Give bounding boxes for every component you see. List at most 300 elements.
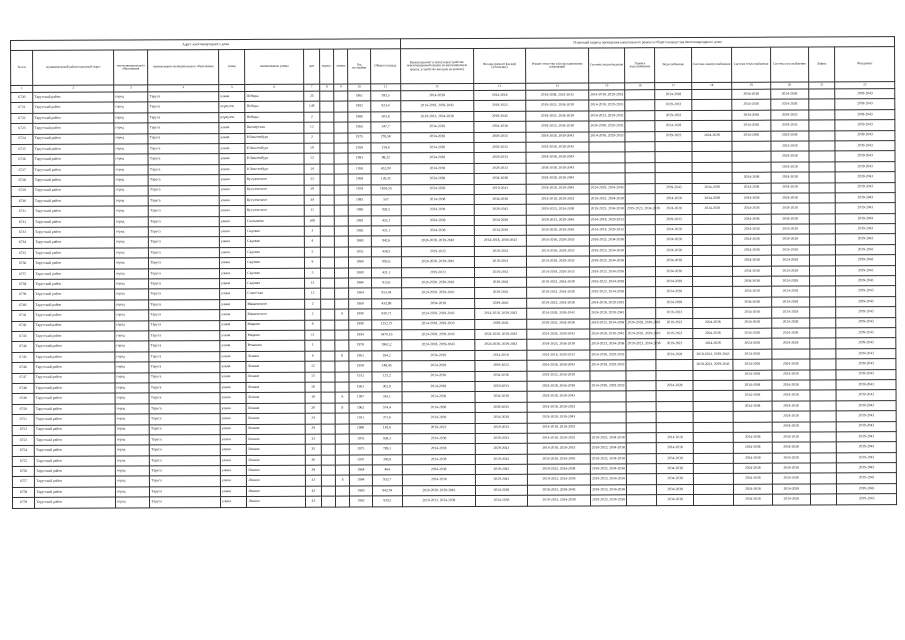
table-cell: 2024-2028 (656, 204, 692, 215)
table-cell: 2034-2038, 2039-2043 (526, 163, 589, 174)
table-cell: 1960 (349, 423, 371, 433)
table-cell (334, 174, 348, 184)
table-cell (626, 246, 656, 257)
table-cell: 2014-2018, 2029-2033 (527, 443, 590, 454)
table-cell: 2024-2028, 2039-2043 (474, 329, 527, 340)
table-cell: Таруса (148, 144, 219, 155)
table-cell: 2024-2028, 2034-2038 (527, 381, 590, 392)
table-cell: 2019-2023, 2034-2038 (526, 204, 589, 215)
table-cell: 2014-2038 (402, 371, 475, 382)
table-cell: 1997 (349, 392, 371, 402)
table-cell: 11 (305, 330, 321, 340)
table-cell (626, 297, 656, 308)
table-cell: Ромашки (246, 341, 305, 352)
table-cell: Таруса (148, 175, 219, 186)
table-cell: 2034-2038 (733, 224, 771, 235)
table-cell: 2039-2043 (836, 317, 896, 328)
table-cell: 1966 (348, 122, 370, 132)
table-cell: 2014-2018, 2029-2033 (589, 215, 625, 226)
table-cell: 302,9 (372, 382, 402, 393)
table-cell: 13 (305, 372, 321, 382)
table-cell (321, 413, 335, 423)
table-cell (335, 288, 349, 298)
table-cell: 2034-2038 (402, 350, 475, 361)
table-cell: город (115, 341, 149, 352)
table-cell: Тарусский район (35, 497, 116, 508)
table-cell: 2024-2028 (733, 339, 771, 350)
table-cell: 2019-2023, 2034-2038 (626, 339, 656, 350)
table-cell: 2014-2038 (402, 444, 475, 455)
table-cell: 2034-2038 (401, 174, 474, 185)
table-cell: 1960 (349, 299, 371, 309)
table-cell: 2034-2038 (733, 401, 771, 412)
table-cell: Ленина (247, 496, 306, 507)
table-cell: Ленина (247, 486, 306, 497)
table-cell (693, 422, 733, 433)
table-cell: Тарусский район (34, 393, 115, 404)
table-cell: Ленина (246, 403, 305, 414)
table-cell (626, 370, 656, 381)
table-cell: 2014-2038 (402, 454, 475, 465)
table-cell (336, 496, 350, 506)
table-cell: улица (220, 445, 246, 456)
table-cell: Победы (245, 112, 304, 123)
table-cell (626, 277, 656, 288)
table-cell: город (114, 227, 148, 238)
table-cell: город (115, 424, 149, 435)
table-cell: 2024-2028 (656, 349, 692, 360)
table-cell: 2024-2028, 2039-2043 (528, 454, 591, 465)
table-cell: Тарусский район (33, 196, 114, 207)
table-cell: 2029-2043 (475, 475, 528, 486)
table-cell (320, 237, 334, 247)
table-cell: 6733 (11, 227, 33, 237)
table-cell: 1980 (348, 112, 370, 122)
table-cell (627, 495, 657, 506)
table-cell: 2039-2043 (835, 203, 895, 214)
table-cell: 2024-2028, 2039-2043 (626, 318, 656, 329)
column-header: Система теплоснабжения (732, 47, 771, 82)
table-cell: город (114, 248, 148, 259)
table-cell (810, 328, 836, 339)
table-cell: 181,6 (372, 423, 402, 434)
table-cell: город (115, 476, 149, 487)
table-cell: 2039-2043 (837, 463, 897, 474)
table-cell: 6756 (12, 466, 34, 476)
table-cell: 2024-2028 (772, 432, 810, 443)
table-cell: Садовая (246, 226, 305, 237)
table-cell: Тарусский район (33, 134, 114, 145)
table-cell (809, 234, 835, 245)
column-number: 4 (148, 85, 219, 92)
table-cell: 2024-2028 (656, 235, 692, 246)
capital-repair-table (10, 36, 897, 508)
table-cell: 2024-2028 (772, 473, 810, 484)
table-cell: 2034-2038 (474, 215, 527, 226)
table-cell: 393,5 (370, 91, 400, 102)
table-cell: 39 (305, 465, 321, 475)
table-cell: 6722 (11, 113, 33, 123)
table-cell (321, 278, 335, 288)
table-cell: Тарусский район (34, 321, 115, 332)
table-cell (693, 474, 733, 485)
table-cell: 2019-2023, 2034-2038 (590, 339, 626, 350)
table-cell: 2019-2023, 2034-2038 (526, 100, 589, 111)
column-header: Система электроснабжения (691, 47, 732, 82)
table-cell: город (115, 445, 149, 456)
table-cell: 41 (305, 476, 321, 486)
column-number: 18 (692, 82, 732, 89)
table-cell: 2034-2038 (692, 183, 732, 194)
table-cell: 2014-2018, 2029-2033 (589, 225, 625, 236)
table-cell: 9 (304, 257, 320, 267)
table-cell: 2019-2023 (401, 246, 474, 257)
table-cell: 125,2 (371, 371, 401, 382)
table-cell: 2014-2018, 2029-2033 (526, 194, 589, 205)
table-cell (693, 432, 733, 443)
table-cell: 2034-2038 (656, 256, 692, 267)
column-number: 16 (625, 83, 655, 90)
table-cell: 2039-2043 (836, 421, 896, 432)
table-cell: Таруса (149, 289, 220, 300)
table-cell: 6724 (11, 134, 33, 144)
table-cell: 933,7 (372, 475, 402, 486)
table-cell: 2014-2018, 2039-2043 (474, 308, 527, 319)
table-cell (809, 89, 835, 100)
table-cell: Тарусский район (34, 445, 115, 456)
table-cell: 1 (305, 341, 321, 351)
table-cell (625, 110, 655, 121)
table-cell: 6754 (12, 446, 34, 456)
table-cell: 2034-2038 (401, 184, 474, 195)
table-cell (810, 307, 836, 318)
table-cell (625, 131, 655, 142)
table-cell: Таруса (148, 133, 219, 144)
table-cell: 2024-2028, 2039-2043 (626, 329, 656, 340)
table-cell: Таруса (149, 310, 220, 321)
table-cell: 2029-2033, 2039-2043 (526, 215, 589, 226)
table-cell: 2039-2043 (836, 234, 896, 245)
table-cell: 2024-2028 (734, 463, 772, 474)
table-cell: 347,7 (370, 122, 400, 133)
table-cell (810, 484, 836, 495)
table-cell: 6730 (11, 196, 33, 206)
table-cell: Садовая (246, 278, 305, 289)
table-cell (590, 422, 626, 433)
table-cell: 2024-2028, 2039-2043 (402, 340, 475, 351)
table-cell: 2 (305, 309, 321, 319)
table-cell: 6743 (12, 331, 34, 341)
column-header: Водоснабжение (655, 48, 692, 83)
table-cell: Б (335, 351, 349, 361)
table-cell: 2024-2028 (733, 328, 771, 339)
table-cell: 2034-2038 (474, 173, 527, 184)
table-cell: 2034-2038 (732, 120, 770, 131)
table-cell: Кутузовского (245, 185, 304, 196)
table-cell: Ленина (246, 413, 305, 424)
table-cell (625, 214, 655, 225)
table-cell: 2014-2018, 2029-2033 (527, 402, 590, 413)
table-cell: 2019-2023, 2034-2038 (589, 204, 625, 215)
table-cell (589, 152, 625, 163)
table-cell: 29 (304, 185, 320, 195)
table-cell: 6727 (11, 165, 33, 175)
table-cell: 2024-2028, 2039-2043 (401, 236, 474, 247)
column-number: 1 (11, 85, 33, 92)
table-cell: 2014-2038 (402, 433, 475, 444)
table-cell: 2029-2033 (475, 402, 528, 413)
table-cell (809, 99, 835, 110)
table-cell: 343,1 (372, 392, 402, 403)
table-cell: улица (219, 185, 245, 196)
table-cell: 1964 (350, 465, 372, 475)
table-cell: 1961 (349, 382, 371, 392)
table-cell (625, 183, 655, 194)
table-cell (321, 434, 335, 444)
table-cell: 371,6 (372, 413, 402, 424)
table-cell (334, 205, 348, 215)
table-cell: 6745 (12, 352, 34, 362)
table-cell: 159,6 (370, 143, 400, 154)
table-cell: 2024-2028 (655, 90, 691, 101)
table-cell: 2024-2028, 2039-2043 (527, 360, 590, 371)
table-cell (626, 453, 656, 464)
table-cell: 33 (305, 434, 321, 444)
table-cell (626, 266, 656, 277)
column-header: Горячее водоснабжение (625, 48, 655, 83)
column-header: Общая площадь (370, 49, 401, 84)
table-cell (810, 359, 836, 370)
table-cell: 2024-2028 (733, 349, 771, 360)
table-cell (692, 100, 732, 111)
table-cell: Ленина (246, 393, 305, 404)
table-cell (335, 320, 349, 330)
table-cell: 2014-2018, 2029-2033 (527, 422, 590, 433)
table-cell: 2019-2043 (474, 184, 527, 195)
table-cell: 5 (304, 247, 320, 257)
table-cell (626, 308, 656, 319)
table-cell: 2039-2043 (836, 348, 896, 359)
table-cell: город (114, 154, 148, 165)
table-cell (657, 391, 693, 402)
table-cell: город (115, 404, 149, 415)
table-cell (321, 340, 335, 350)
table-cell (334, 153, 348, 163)
table-cell: 2034-2038 (401, 153, 474, 164)
table-cell: улица (219, 175, 245, 186)
table-cell: город (115, 289, 149, 300)
table-cell: город (115, 456, 149, 467)
table-cell: 2019-2023, 2034-2038 (590, 318, 626, 329)
table-cell: Тарусский район (34, 279, 115, 290)
table-cell (321, 372, 335, 382)
table-cell: 2024-2028 (772, 422, 810, 433)
table-cell: Б (335, 403, 349, 413)
table-cell: 2034-2038 (401, 142, 474, 153)
table-cell: 2024-2028, 2039-2043 (589, 308, 625, 319)
table-cell (321, 465, 335, 475)
table-cell (334, 195, 348, 205)
column-number: 14 (526, 83, 589, 90)
table-cell: 2019-2023, 2034-2038 (528, 474, 591, 485)
table-cell: Таруса (148, 102, 219, 113)
table-cell: 2024-2028 (771, 297, 809, 308)
table-cell: 2019-2023, 2034-2038 (589, 266, 625, 277)
table-cell: Тарусский район (34, 414, 115, 425)
table-cell: 2014-2038 (402, 381, 475, 392)
table-cell: 2034-2038 (733, 245, 771, 256)
table-cell (692, 297, 732, 308)
table-cell: Таруса (150, 486, 221, 497)
table-cell: 2034-2038 (475, 371, 528, 382)
table-cell: 2024-2028, 2039-2043 (402, 288, 475, 299)
table-cell (810, 463, 836, 474)
table-cell: улица (219, 206, 245, 217)
table-cell: 1962 (349, 351, 371, 361)
table-cell: 2014-2038, 2023-2033 (526, 90, 589, 101)
table-cell: 6726 (11, 155, 33, 165)
table-cell: Садовая (246, 268, 305, 279)
header-row (11, 47, 895, 86)
table-cell: 2 (304, 133, 320, 143)
table-cell: 2024-2028 (770, 99, 808, 110)
column-number: 19 (732, 82, 770, 89)
table-cell: 12 (304, 153, 320, 163)
table-cell: 2039-2043 (836, 255, 896, 266)
table-cell: Садовая (246, 247, 305, 258)
table-cell: Таруса (149, 258, 220, 269)
table-cell: Маяковского (246, 299, 305, 310)
table-cell: 2024-2028 (734, 474, 772, 485)
table-cell: 2024-2028, 2039-2043 (526, 132, 589, 143)
table-cell: 2024-2028 (771, 307, 809, 318)
table-cell: 2034-2038 (733, 276, 771, 287)
column-number: 8 (320, 84, 334, 91)
table-cell: 2024-2028 (771, 286, 809, 297)
table-cell: 2019-2023, 2034-2038 (590, 433, 626, 444)
table-cell: улица (219, 164, 245, 175)
table-cell: 2034-2038 (401, 226, 474, 237)
table-cell: Таруса (148, 92, 219, 103)
table-cell: 2024-2028 (771, 193, 809, 204)
table-cell (320, 164, 334, 174)
table-cell: 2039-2043 (835, 89, 895, 100)
table-cell: Тарусский район (34, 258, 115, 269)
table-cell (692, 276, 732, 287)
table-cell: Тарусский район (35, 456, 116, 467)
table-cell: 13 (304, 278, 320, 288)
table-cell: 2024-2028 (655, 121, 691, 132)
table-cell: Тарусский район (33, 217, 114, 228)
table-cell: 2019-2023, 2039-2043 (693, 360, 733, 371)
column-header: Система газоснабжения (770, 47, 809, 82)
table-cell: Таруса (149, 351, 220, 362)
table-cell: 2024-2028 (772, 442, 810, 453)
table-cell: 1959 (348, 184, 370, 194)
table-cell: 2024-2028 (771, 224, 809, 235)
table-cell: 2039-2043 (836, 338, 896, 349)
table-cell: 2019-2023 (655, 131, 691, 142)
table-cell: 2 (305, 299, 321, 309)
table-cell: 2019-2023, 2034-2038 (590, 453, 626, 464)
table-cell: 6720 (11, 92, 33, 102)
table-cell (810, 380, 836, 391)
table-cell (321, 289, 335, 299)
table-cell: 35 (305, 444, 321, 454)
table-cell: 2024-2028 (772, 411, 810, 422)
table-cell: город (114, 237, 148, 248)
table-cell (809, 224, 835, 235)
table-cell (320, 257, 334, 267)
table-cell: Победы (245, 91, 304, 102)
table-cell: 2034-2038 (657, 474, 693, 485)
table-cell: 42 (305, 486, 321, 496)
table-cell (335, 455, 349, 465)
table-cell: 2024-2028, 2039-2043 (526, 142, 589, 153)
table-cell: Садовая (246, 237, 305, 248)
table-cell (335, 424, 349, 434)
table-cell: 2034-2038 (733, 307, 771, 318)
table-cell: 1960 (349, 257, 371, 267)
table-cell (320, 101, 334, 111)
table-cell: Ленина (246, 382, 305, 393)
table-cell (656, 162, 692, 173)
table-cell: 1986 (349, 205, 371, 215)
table-cell: 5470,16 (371, 330, 401, 341)
table-cell: 942,78 (372, 486, 402, 497)
table-cell: город (115, 466, 149, 477)
table-cell (692, 256, 732, 267)
table-cell: Тарусский район (34, 331, 115, 342)
table-cell: 6734 (11, 238, 33, 248)
table-cell: 2024-2028 (656, 297, 692, 308)
table-cell: Таруса (148, 154, 219, 165)
table-cell (334, 226, 348, 236)
table-cell: 2039-2043 (835, 109, 895, 120)
table-cell (627, 474, 657, 485)
table-cell: 2024-2028, 2034-2043 (589, 183, 625, 194)
table-cell: город (115, 487, 149, 498)
table-cell (693, 401, 733, 412)
table-cell: 942,6 (371, 236, 401, 247)
table-cell: 2034-2038 (401, 122, 474, 133)
table-cell (626, 412, 656, 423)
table-cell: 6750 (12, 404, 34, 414)
table-cell (810, 338, 836, 349)
table-cell (693, 484, 733, 495)
column-header: тип муниципального образования (114, 50, 148, 85)
table-cell: город (114, 144, 148, 155)
table-cell: Тарусский район (34, 289, 115, 300)
table-cell (626, 433, 656, 444)
table-cell: 2024-2028 (771, 162, 809, 173)
table-cell (692, 172, 732, 183)
table-cell (335, 372, 349, 382)
table-cell: Советская (246, 289, 305, 300)
table-cell (625, 152, 655, 163)
table-cell: 2029-2043 (474, 277, 527, 288)
table-cell: 953,04 (371, 288, 401, 299)
table-cell: 2019-2023, 2039-2043 (693, 349, 733, 360)
table-cell (625, 162, 655, 173)
column-number: 21 (809, 82, 835, 89)
table-cell (590, 370, 626, 381)
table-cell: улица (220, 424, 246, 435)
table-cell (693, 463, 733, 474)
table-cell: 6741 (12, 311, 34, 321)
table-cell (321, 299, 335, 309)
table-cell: 2039-2043 (835, 193, 895, 204)
